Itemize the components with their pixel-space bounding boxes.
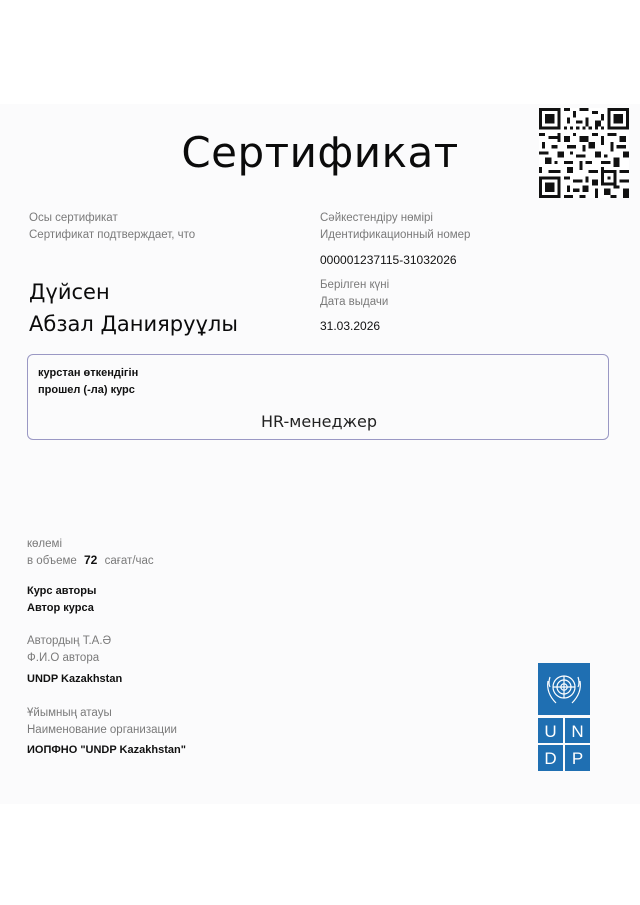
- qr-code-icon[interactable]: [539, 108, 629, 198]
- id-label-ru: Идентификационный номер: [320, 229, 471, 241]
- recipient-given-name: Абзал Данияруұлы: [29, 312, 238, 336]
- certificate-id: 000001237115-31032026: [320, 253, 457, 267]
- org-label-kk: Ұйымның атауы: [27, 707, 112, 719]
- recipient-name: [29, 276, 238, 340]
- intro-label-kk: Осы сертификат: [29, 212, 118, 224]
- author-heading-kk: Курс авторы: [27, 585, 97, 597]
- author-heading-ru: Автор курса: [27, 602, 94, 614]
- volume-prefix: в объеме: [27, 555, 77, 567]
- course-label: [38, 365, 138, 399]
- certificate-title: Сертификат: [181, 128, 459, 177]
- volume-unit: сағат/час: [104, 555, 154, 567]
- author-name-label-ru: Ф.И.О автора: [27, 652, 100, 664]
- recipient-surname: Дүйсен: [29, 280, 110, 304]
- issue-date: 31.03.2026: [320, 319, 381, 333]
- date-label-ru: Дата выдачи: [320, 296, 389, 308]
- volume-label-kk: көлемі: [27, 538, 62, 550]
- intro-label-ru: Сертификат подтверждает, что: [29, 229, 196, 241]
- date-label-kk: Берілген күні: [320, 279, 390, 291]
- org-label-ru: Наименование организации: [27, 724, 177, 736]
- logo-letter-u: U: [544, 722, 557, 741]
- logo-letter-d: D: [544, 749, 557, 768]
- course-box: [27, 354, 609, 440]
- logo-letter-p: P: [571, 749, 584, 768]
- logo-letter-n: N: [571, 722, 584, 741]
- volume-hours: 72: [84, 553, 98, 567]
- author-name-label-kk: Автордың Т.А.Ә: [27, 635, 112, 647]
- volume-line: [27, 552, 154, 570]
- id-label-kk: Сәйкестендіру нөмірі: [320, 212, 433, 224]
- org-name: ИОПФНО "UNDP Kazakhstan": [27, 744, 186, 756]
- author-name: UNDP Kazakhstan: [27, 673, 123, 685]
- course-label-kk: курстан өткендігін: [38, 367, 139, 379]
- undp-logo-icon: [538, 663, 590, 771]
- course-name: HR-менеджер: [261, 412, 377, 431]
- course-label-ru: прошел (-ла) курс: [38, 384, 135, 396]
